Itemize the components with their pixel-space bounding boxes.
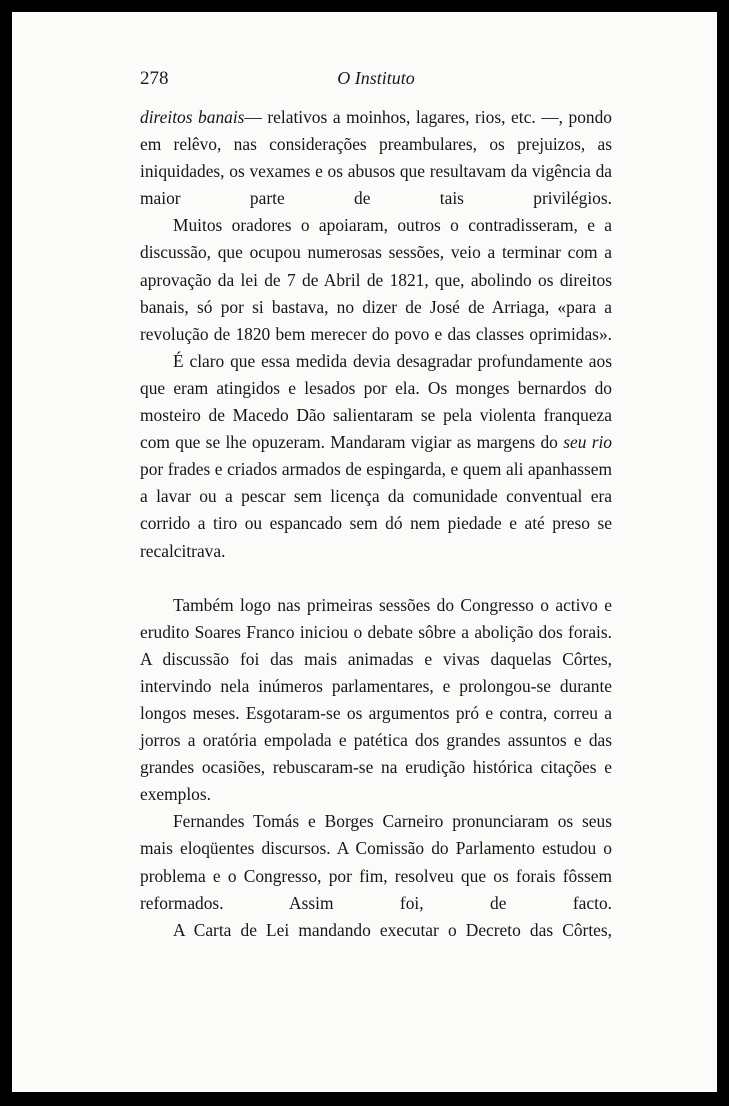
paragraph-2: Muitos oradores o apoiaram, outros o contradisseram, e a discussão, que ocupou numerosas sessões, veio a terminar com a aprovação da lei de 7 de Abril de 1821, que, abolindo os direitos banais, só por si bastava, no dizer de José de Arriaga, «para a revolução de 1820 bem merecer do povo e das classes oprimidas». xyxy=(140,215,612,344)
page-body xyxy=(140,104,612,944)
paragraph-1 xyxy=(140,104,612,212)
page-number: 278 xyxy=(140,68,169,89)
paragraph-5: Fernandes Tomás e Borges Carneiro pronunciaram os seus mais eloqüentes discursos. A Comissão do Parlamento estudou o problema e o Congresso, por fim, resolveu que os forais fôssem reformados. Assim foi, de facto. xyxy=(140,811,612,913)
section-gap xyxy=(140,565,612,592)
paragraph-3-text-before: É claro que essa medida devia desagradar profundamente aos que eram atingidos e lesados por ela. Os monges bernardos do mosteiro de Macedo Dão salientaram se pela violenta franqueza com que se lhe opuzeram. Mandaram vigiar as margens do xyxy=(140,350,612,453)
running-title: O Instituto xyxy=(337,68,415,88)
paragraph-4: Também logo nas primeiras sessões do Congresso o activo e erudito Soares Franco iniciou o debate sôbre a abolição dos forais. A discussão foi das mais animadas e vivas daquelas Côrtes, intervindo nela inúmeros parlamentares, e prolongou-se durante longos meses. Esgotaram-se os argumentos pró e contra, correu a jorros a oratória empolada e patética dos grandes assuntos e das grandes ocasiões, rebuscaram-se na erudição histórica citações e exemplos. xyxy=(140,594,612,805)
italic-lead: direitos banais xyxy=(140,107,245,127)
italic-phrase: seu rio xyxy=(563,432,612,453)
paragraph-6: A Carta de Lei mandando executar o Decreto das Côrtes, xyxy=(173,919,612,940)
page-header xyxy=(140,68,612,92)
paragraph-3-text-after: por frades e criados armados de espingarda, e quem ali apanhassem a lavar ou a pescar sem licença da comunidade conventual era corrido a tiro ou espancado sem dó nem piedade e até preso se recalcitrava. xyxy=(140,459,612,561)
paragraph-3 xyxy=(140,348,612,565)
paragraph-1-text: — relativos a moinhos, lagares, rios, etc. —, pondo em relêvo, nas considerações preambulares, os prejuizos, as iniquidades, os vexames e os abusos que resultavam da vigência da maior parte de tais privilégios. xyxy=(140,107,612,209)
